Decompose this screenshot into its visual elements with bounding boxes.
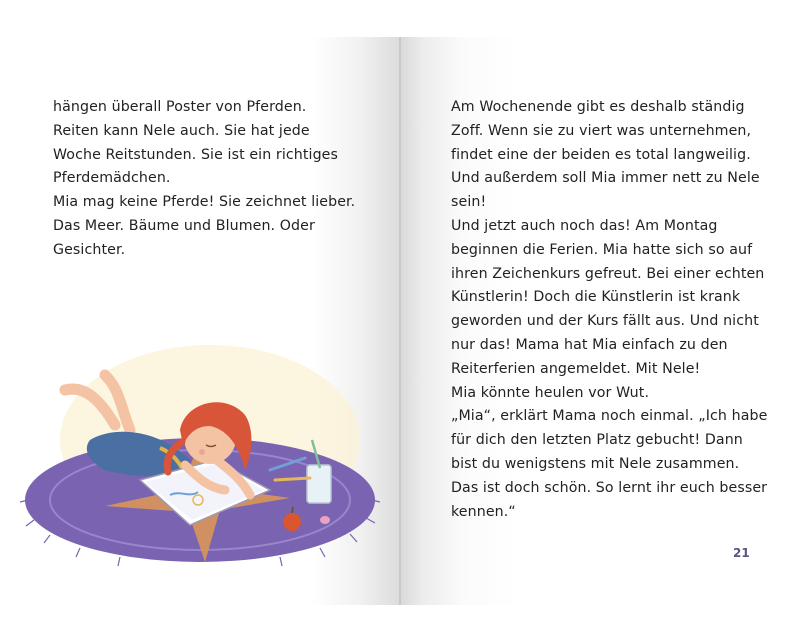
left-page [0, 37, 400, 605]
text-line: ihren Zeichenkurs gefreut. Bei einer echten [451, 265, 765, 282]
text-line: sein! [451, 194, 487, 211]
candy [320, 516, 330, 524]
text-line: Künstlerin! Doch die Künstlerin ist krank [451, 289, 741, 306]
text-line: geworden und der Kurs fällt aus. Und nicht [451, 313, 759, 330]
text-line: bist du wenigstens mit Nele zusammen. [451, 455, 740, 472]
cheek [199, 449, 205, 455]
text-line: Reiten kann Nele auch. Sie hat jede [53, 122, 310, 139]
text-line: Mia könnte heulen vor Wut. [451, 384, 650, 401]
left-page-text [53, 96, 373, 263]
text-line: „Mia“, erklärt Mama noch einmal. „Ich habe [451, 408, 768, 425]
text-line: Zoff. Wenn sie zu viert was unternehmen, [451, 122, 752, 139]
text-line: Gesichter. [53, 241, 126, 258]
text-line: Mia mag keine Pferde! Sie zeichnet lieber. [53, 194, 356, 211]
text-line: Und außerdem soll Mia immer nett zu Nele [451, 170, 760, 187]
page-number: 21 [733, 546, 750, 560]
text-line: nur das! Mama hat Mia einfach zu den [451, 336, 728, 353]
text-line: Woche Reitstunden. Sie ist ein richtiges [53, 146, 339, 163]
apple-stem [292, 507, 293, 513]
text-line: hängen überall Poster von Pferden. [53, 99, 307, 115]
text-line: Reiterferien angemeldet. Mit Nele! [451, 360, 701, 377]
text-line: Pferdemädchen. [53, 170, 171, 187]
glass-of-water [307, 465, 331, 503]
right-page-text [451, 96, 781, 524]
right-page [400, 37, 800, 605]
pencil [275, 478, 310, 480]
book-gutter [399, 37, 401, 605]
text-line: Das Meer. Bäume und Blumen. Oder [53, 217, 315, 234]
apple [283, 513, 301, 531]
text-line: findet eine der beiden es total langweilig. [451, 146, 751, 163]
text-line: für dich den letzten Platz gebucht! Dann [451, 432, 743, 449]
text-line: kennen.“ [451, 503, 516, 520]
book-spread [0, 37, 800, 605]
text-line: Am Wochenende gibt es deshalb ständig [451, 99, 745, 115]
girl-drawing-illustration [20, 330, 380, 570]
text-line: Das ist doch schön. So lernt ihr euch besser [451, 479, 768, 496]
text-line: beginnen die Ferien. Mia hatte sich so auf [451, 241, 753, 258]
text-line: Und jetzt auch noch das! Am Montag [451, 217, 718, 234]
